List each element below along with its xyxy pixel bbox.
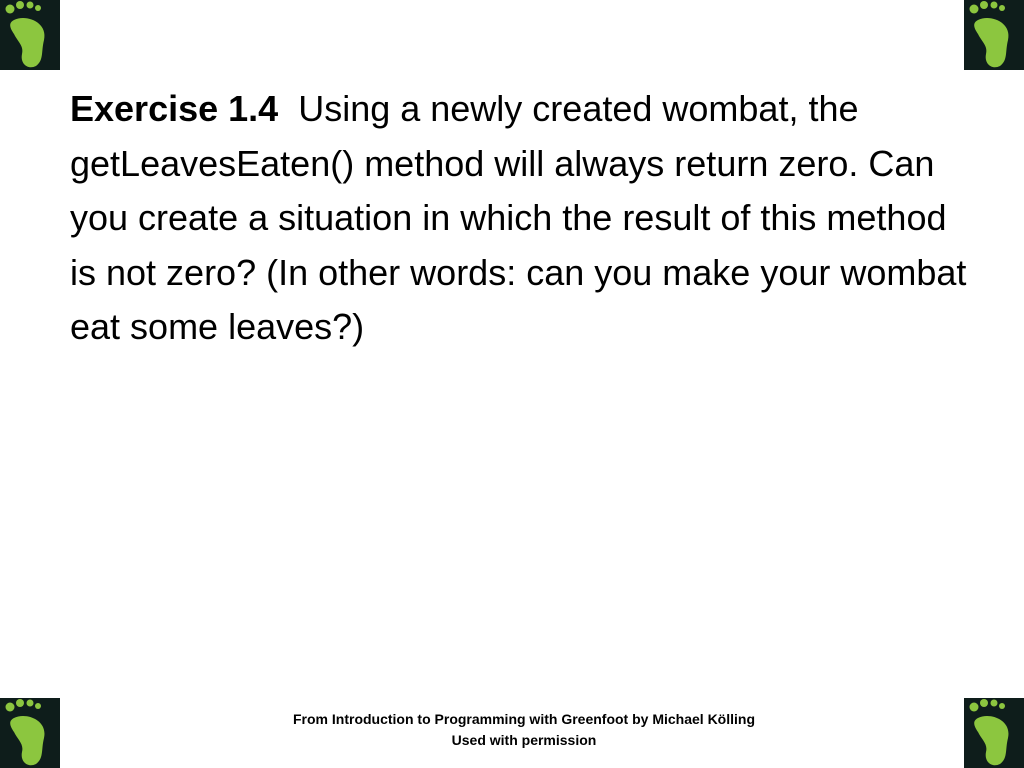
exercise-text-block [70, 82, 970, 355]
greenfoot-logo-bottom-right [964, 698, 1024, 768]
greenfoot-logo-top-left [0, 0, 60, 70]
exercise-label: Exercise 1.4 [70, 88, 279, 129]
footprint-icon [0, 698, 60, 768]
footer-credit [200, 709, 848, 751]
footprint-icon [964, 0, 1024, 70]
greenfoot-logo-bottom-left [0, 698, 60, 768]
exercise-text: Using a newly created wombat, the getLeavesEaten() method will always return zero. Can you create a situation in which the result of this method is not zero? (In other words: can you make your wombat eat some leaves?) [70, 88, 967, 347]
greenfoot-logo-top-right [964, 0, 1024, 70]
footprint-icon [0, 0, 60, 70]
footer-line-1: From Introduction to Programming with Greenfoot by Michael Kölling [293, 711, 755, 727]
footer-line-2: Used with permission [451, 732, 597, 748]
footprint-icon [964, 698, 1024, 768]
